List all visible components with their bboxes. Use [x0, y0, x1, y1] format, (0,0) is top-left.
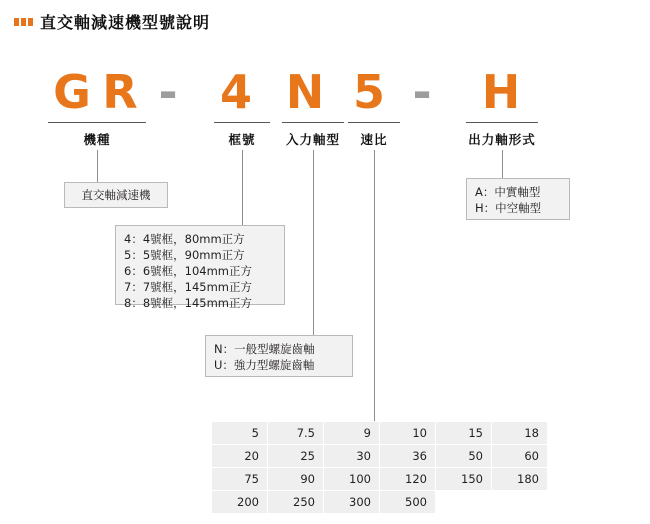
ratio-cell: 15 [436, 422, 492, 445]
code-char-dash-2: - [412, 65, 432, 119]
table-row [212, 445, 548, 468]
frame-box-line-5: 8：8號框，145mm正方 [124, 296, 252, 310]
ratio-cell: 18 [492, 422, 548, 445]
ratio-cell: 75 [212, 468, 268, 491]
label-frame: 框號 [228, 132, 256, 147]
ratio-cell: 180 [492, 468, 548, 491]
code-char-output: H [481, 65, 521, 119]
underline-model [48, 122, 146, 123]
connector-model [97, 150, 98, 182]
table-row [212, 491, 548, 514]
ratio-cell: 150 [436, 468, 492, 491]
frame-box-line-3: 6：6號框，104mm正方 [124, 264, 252, 278]
label-model: 機種 [83, 132, 111, 147]
ratio-cell: 120 [380, 468, 436, 491]
table-row [212, 422, 548, 445]
underline-ratio [348, 122, 400, 123]
input-box-line-1: N：一般型螺旋齒軸 [214, 342, 315, 356]
label-ratio: 速比 [360, 132, 388, 147]
ratio-cell: 25 [268, 445, 324, 468]
input-box-line-2: U：強力型螺旋齒軸 [214, 358, 315, 372]
connector-ratio [374, 150, 375, 421]
frame-box-line-2: 5：5號框，90mm正方 [124, 248, 245, 262]
frame-size-box [115, 225, 285, 310]
input-shaft-type-box [205, 335, 353, 377]
code-char-g: G [53, 65, 91, 119]
table-row [212, 468, 548, 491]
output-box-line-2: H：中空軸型 [475, 201, 542, 215]
connector-output-shaft [502, 150, 503, 178]
underline-output-shaft [466, 122, 538, 123]
ratio-cell-empty [492, 491, 548, 514]
ratio-cell: 50 [436, 445, 492, 468]
ratio-cell: 250 [268, 491, 324, 514]
model-description-box [64, 182, 168, 208]
ratio-cell: 90 [268, 468, 324, 491]
ratio-cell: 500 [380, 491, 436, 514]
ratio-cell: 36 [380, 445, 436, 468]
ratio-table [211, 421, 548, 514]
label-input-shaft: 入力軸型 [285, 132, 340, 147]
code-char-input: N [285, 65, 325, 119]
ratio-cell: 20 [212, 445, 268, 468]
ratio-cell: 300 [324, 491, 380, 514]
frame-box-line-1: 4：4號框，80mm正方 [124, 232, 245, 246]
underline-input-shaft [282, 122, 344, 123]
ratio-cell: 10 [380, 422, 436, 445]
ratio-cell: 100 [324, 468, 380, 491]
connector-frame [242, 150, 243, 225]
label-output-shaft: 出力軸形式 [468, 132, 536, 147]
code-char-r: R [102, 65, 138, 119]
bullet-bars-icon [14, 18, 33, 26]
ratio-cell: 5 [212, 422, 268, 445]
model-code-row [0, 66, 650, 118]
output-box-line-1: A：中實軸型 [475, 185, 541, 199]
ratio-cell: 9 [324, 422, 380, 445]
code-char-dash-1: - [158, 65, 178, 119]
underline-frame [214, 122, 270, 123]
code-char-frame: 4 [219, 65, 252, 119]
model-box-line-1: 直交軸減速機 [81, 188, 151, 202]
ratio-cell: 30 [324, 445, 380, 468]
ratio-cell: 60 [492, 445, 548, 468]
ratio-cell: 200 [212, 491, 268, 514]
frame-box-line-4: 7：7號框，145mm正方 [124, 280, 252, 294]
connector-input-shaft [313, 150, 314, 335]
output-shaft-type-box [466, 178, 570, 220]
code-char-ratio: 5 [352, 65, 385, 119]
ratio-cell-empty [436, 491, 492, 514]
page-title: 直交軸減速機型號說明 [40, 13, 211, 32]
ratio-cell: 7.5 [268, 422, 324, 445]
page-header [14, 10, 210, 33]
